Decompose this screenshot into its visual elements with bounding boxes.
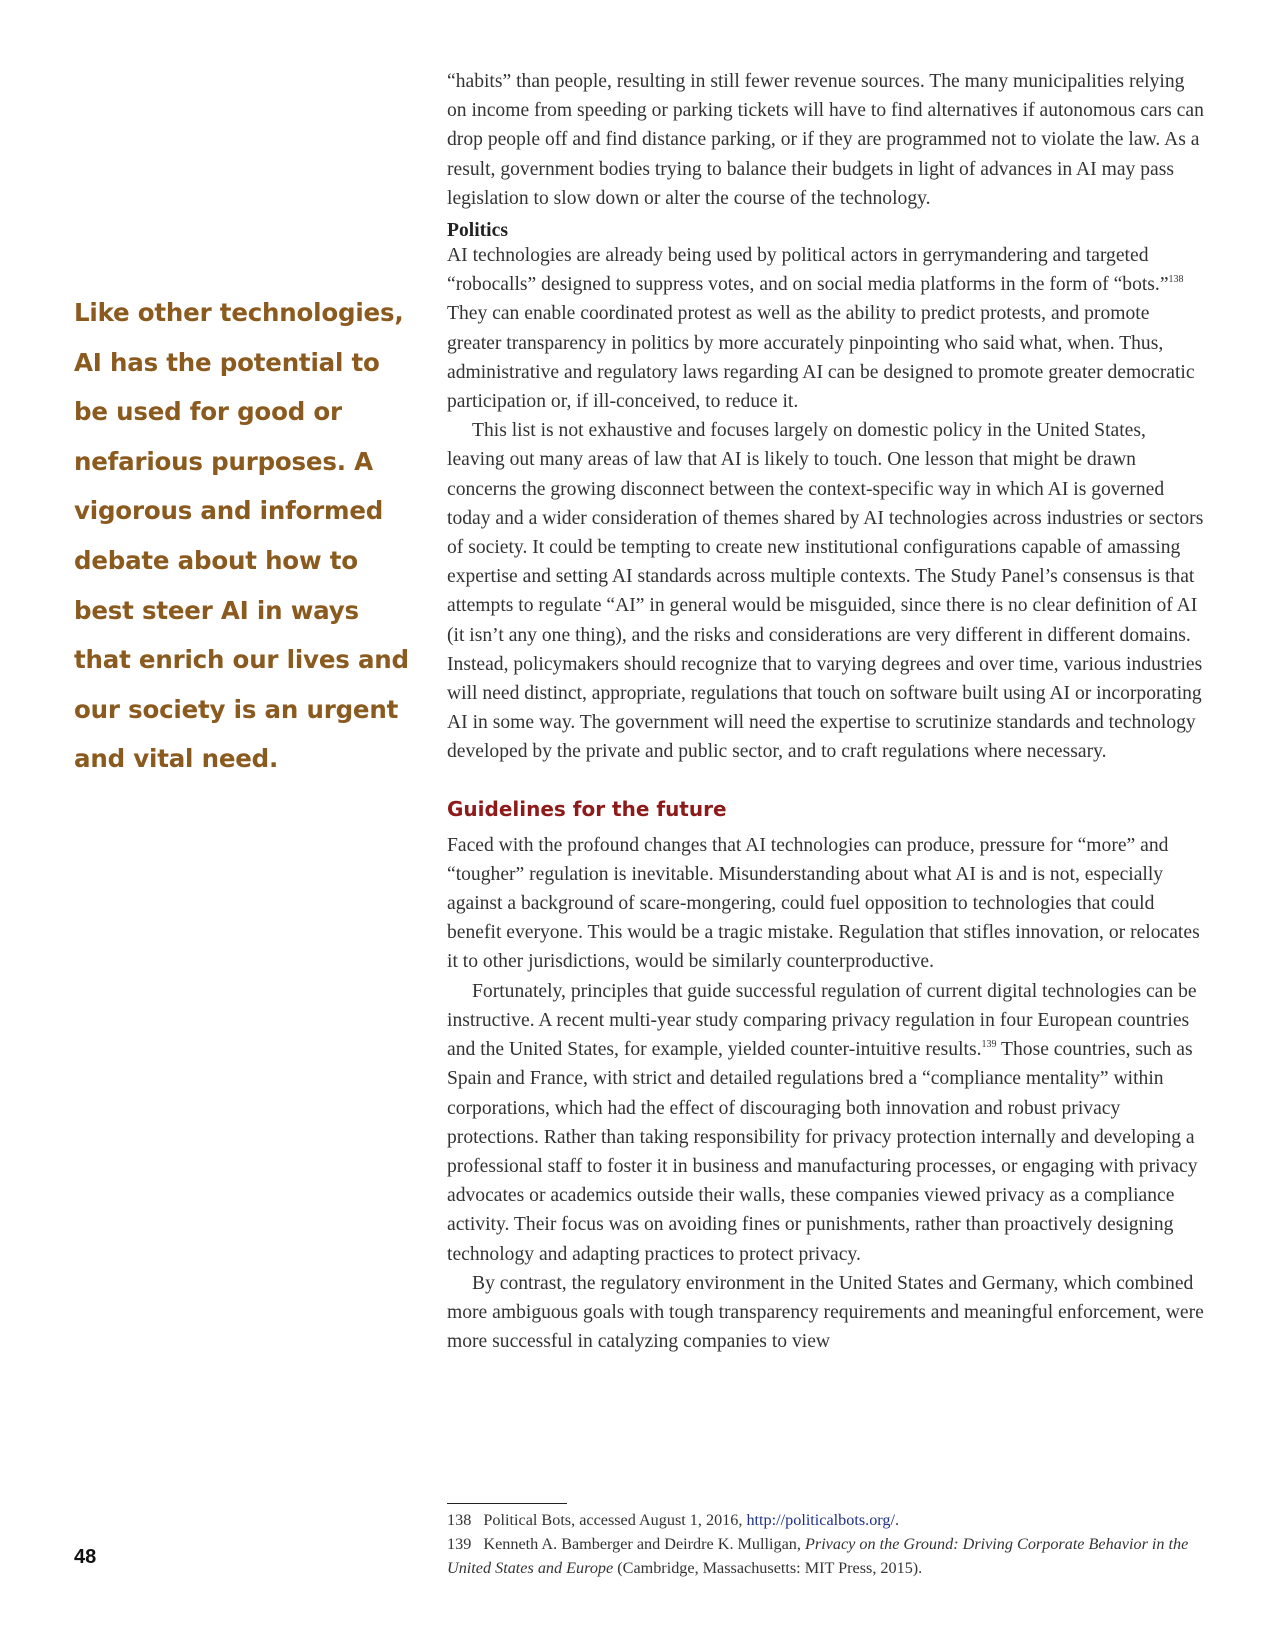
footnote-ref-139[interactable]: 139 — [981, 1039, 997, 1051]
footnote-138-text: Political Bots, accessed August 1, 2016, — [483, 1511, 747, 1529]
guidelines-2-text-b: Those countries, such as Spain and France, with strict and detailed regulations bred a “compliance mentality” within corporations, which had the effect of discouraging both innovation and robust privacy protections. Rather than taking responsibility for privacy protection internally and developing a professional staff to foster it in business and manufacturing processes, or engaging with privacy advocates or academics outside their walls, these companies viewed privacy as a compliance activity. Their focus was on avoiding fines or punishments, rather than proactively designing technology and adapting practices to protect privacy. — [447, 1039, 1198, 1265]
main-column — [447, 67, 1207, 1356]
footnote-138-link[interactable]: http://politicalbots.org/ — [746, 1511, 895, 1529]
politics-text-a: AI technologies are already being used by political actors in gerrymandering and targeted “robocalls” designed to suppress votes, and on social media platforms in the form of “bots.” — [447, 245, 1169, 296]
body-paragraph-guidelines-1: Faced with the profound changes that AI technologies can produce, pressure for “more” and “tougher” regulation is inevitable. Misunderstanding about what AI is and is not, especially against a background of scare-mongering, could fuel opposition to technologies that could benefit everyone. This would be a tragic mistake. Regulation that stifles innovation, or relocates it to other jurisdictions, would be similarly counterproductive. — [447, 834, 1200, 973]
footnote-138 — [447, 1508, 1217, 1532]
body-paragraph-municipalities: “habits” than people, resulting in still fewer revenue sources. The many municipalities relying on income from speeding or parking tickets will have to find alternatives if autonomous cars can drop people off and find distance parking, or if they are programmed not to violate the law. As a result, government bodies trying to balance their budgets in light of advances in AI may pass legislation to slow down or alter the course of the technology. — [447, 71, 1204, 209]
footnote-138-number: 138 — [447, 1511, 472, 1529]
body-paragraph-guidelines-2 — [447, 977, 1207, 1269]
body-paragraph-list: This list is not exhaustive and focuses largely on domestic policy in the United States, leaving out many areas of law that AI is likely to touch. One lesson that might be drawn concerns the growing disconnect between the context-specific way in which AI is governed today and a wider consideration of themes shared by AI technologies across industries or sectors of society. It could be tempting to create new institutional configurations capable of amassing expertise and setting AI standards across multiple contexts. The Study Panel’s consensus is that attempts to regulate “AI” in general would be misguided, since there is no clear definition of AI (it isn’t any one thing), and the risks and considerations are very different in different domains. Instead, policymakers should recognize that to varying degrees and over time, various industries will need distinct, appropriate, regulations that touch on software built using AI or incorporating AI in some way. The government will need the expertise to scrutinize standards and technology developed by the private and public sector, and to craft regulations where necessary. — [447, 420, 1204, 763]
pull-quote: Like other technologies, AI has the potential to be used for good or nefarious purposes. A vigorous and informed debate about how to best steer AI in ways that enrich our lives and our society is an urgent and vital need. — [74, 298, 409, 774]
guidelines-2-text-a: Fortunately, principles that guide successful regulation of current digital technologies can be instructive. A recent multi-year study comparing privacy regulation in four European countries and the United States, for example, yielded counter-intuitive results. — [447, 980, 1197, 1061]
footnote-ref-138[interactable]: 138 — [1168, 274, 1184, 286]
footnote-139-text: Kenneth A. Bamberger and Deirdre K. Mulligan, — [483, 1535, 805, 1553]
footnote-139-end: (Cambridge, Massachusetts: MIT Press, 2015). — [613, 1559, 923, 1577]
politics-text-b: They can enable coordinated protest as well as the ability to predict protests, and promote greater transparency in politics by more accurately pinpointing who said what, when. Thus, administrative and regulatory laws regarding AI can be designed to promote greater democratic participation or, if ill-conceived, to reduce it. — [447, 303, 1195, 413]
footnote-138-end: . — [895, 1511, 900, 1529]
footnote-139-title: Privacy on the Ground: Driving Corporate Behavior in the United States and Europe — [447, 1535, 1189, 1577]
footnote-139 — [447, 1532, 1217, 1580]
body-paragraph-guidelines-3: By contrast, the regulatory environment in the United States and Germany, which combined more ambiguous goals with tough transparency requirements and meaningful enforcement, were more successful in catalyzing companies to view — [447, 1272, 1204, 1353]
footnote-divider — [447, 1503, 567, 1504]
section-heading-guidelines: Guidelines for the future — [447, 796, 727, 821]
footnotes — [447, 1508, 1217, 1580]
subheading-politics: Politics — [447, 220, 508, 242]
body-paragraph-politics — [447, 241, 1207, 416]
footnote-139-number: 139 — [447, 1535, 472, 1553]
page-number: 48 — [74, 1546, 97, 1568]
